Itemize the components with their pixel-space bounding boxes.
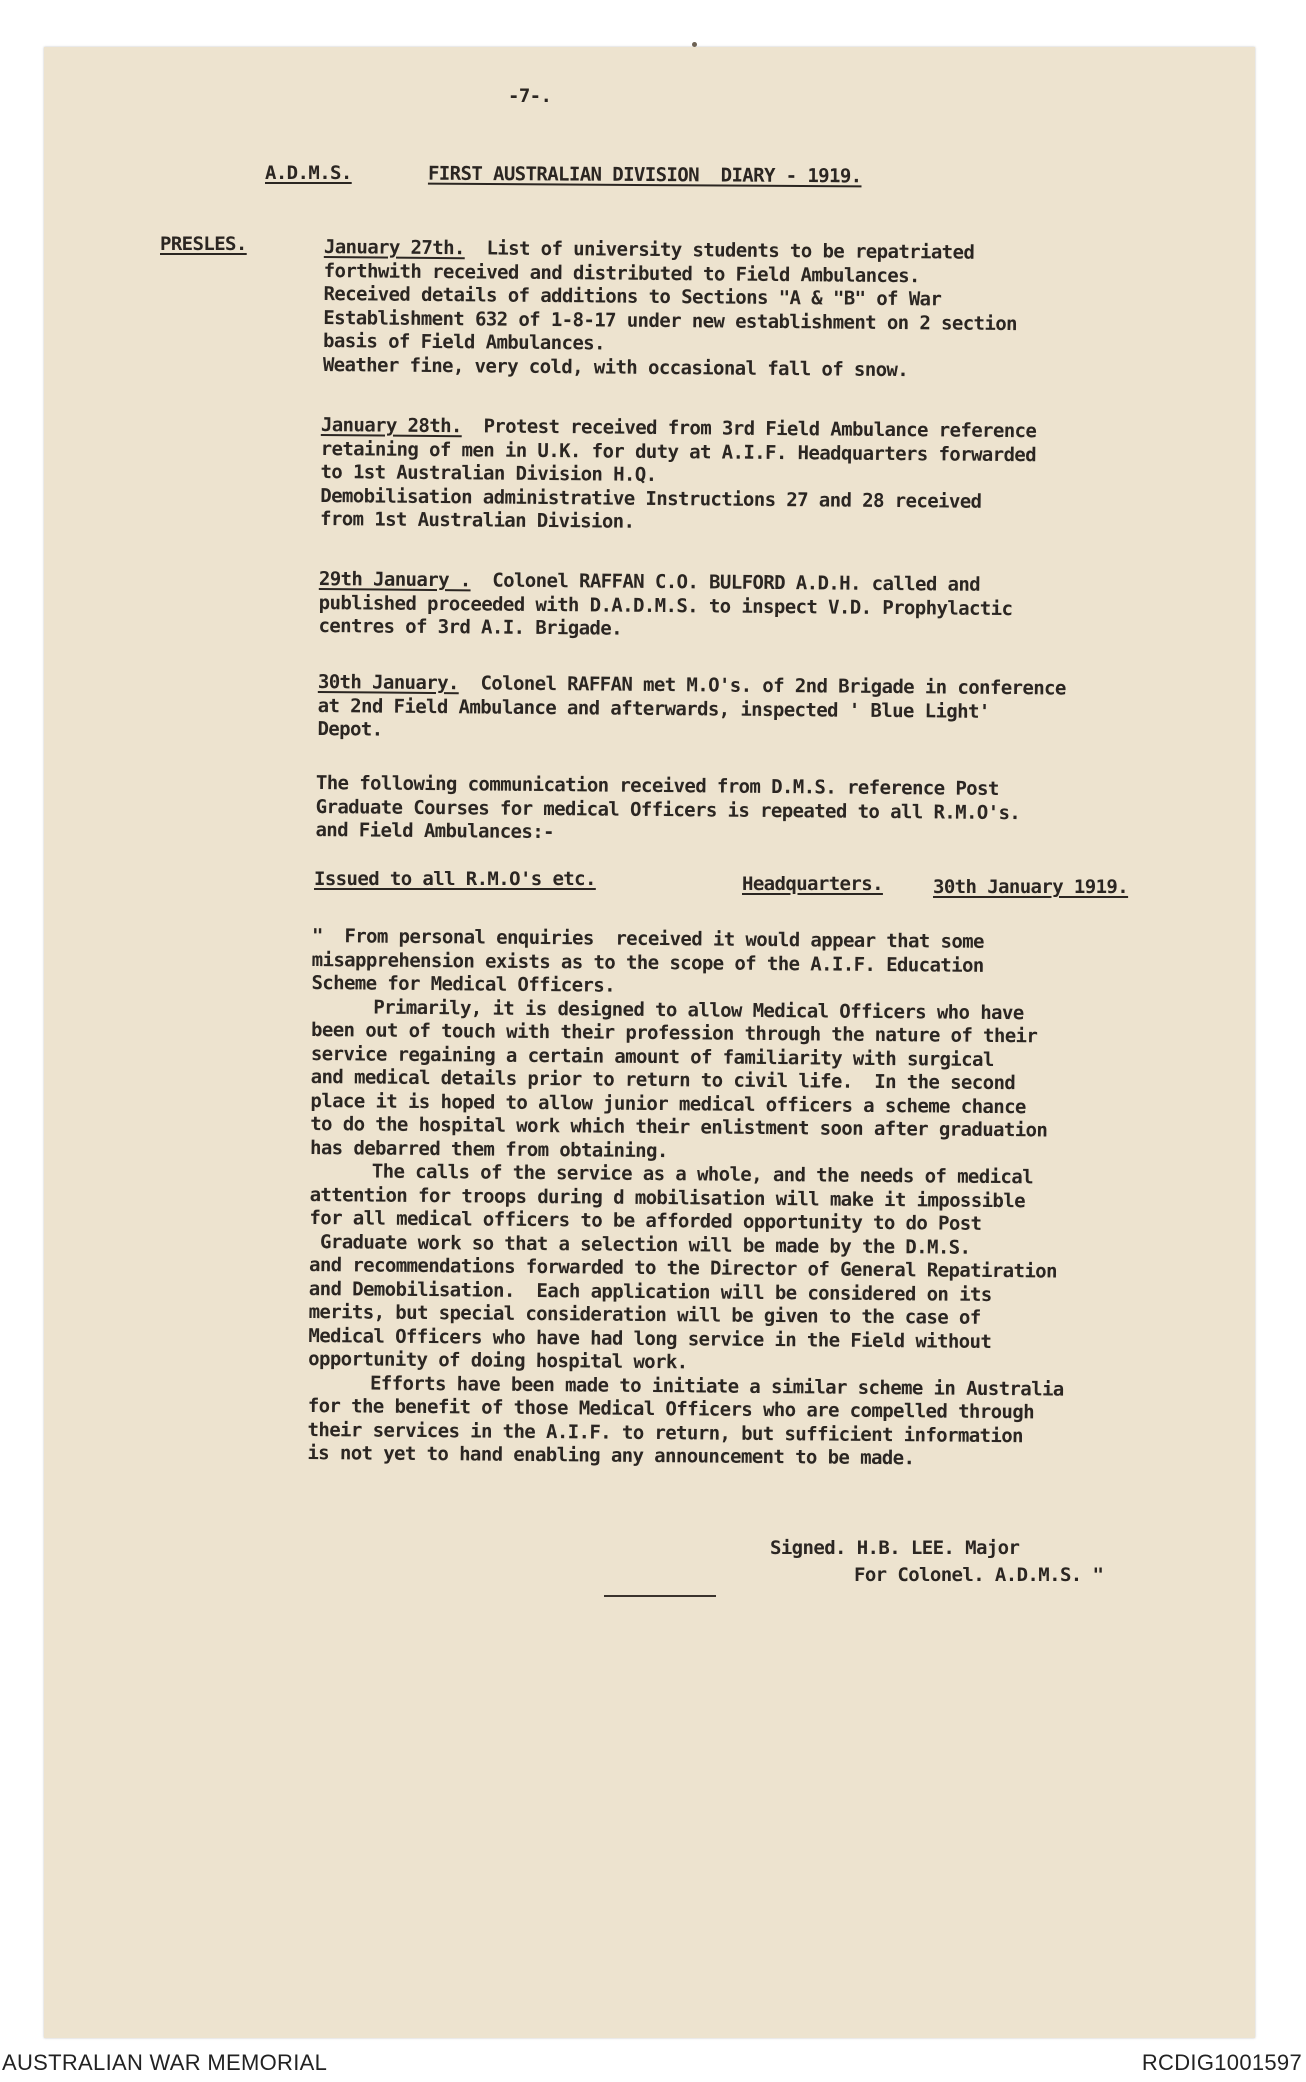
- entry-text: Protest received from 3rd Field Ambulance reference: [483, 415, 1037, 443]
- footer-record-id: RCDIG1001597: [1141, 2050, 1302, 2075]
- memo-line: attention for troops during d mobilisation will make it impossible: [309, 1183, 1026, 1212]
- diary-entry: [320, 414, 1036, 538]
- memo-line: opportunity of doing hospital work.: [308, 1347, 688, 1374]
- memo-line: is not yet to hand enabling any announcement to be made.: [307, 1441, 915, 1470]
- heading-title: FIRST AUSTRALIAN DIVISION DIARY - 1919.: [427, 162, 862, 188]
- diary-entry: [323, 236, 1018, 383]
- entry-line: at 2nd Field Ambulance and afterwards, inspected ' Blue Light': [317, 694, 990, 723]
- intro-line: Graduate Courses for medical Officers is repeated to all R.M.O's.: [315, 795, 1021, 824]
- memo-line: has debarred them from obtaining.: [309, 1136, 668, 1162]
- memo-line: Scheme for Medical Officers.: [311, 971, 616, 997]
- entry-line: Depot.: [317, 717, 383, 741]
- memo-line: and medical details prior to return to civil life. In the second: [310, 1065, 1016, 1095]
- memo-line: Medical Officers who have had long service in the Field without: [308, 1324, 992, 1353]
- entry-date: 30th January.: [317, 671, 459, 695]
- memo-line: for all medical officers to be afforded opportunity to do Post: [309, 1206, 982, 1235]
- entry-text: List of university students to be repatriated: [486, 237, 975, 264]
- entry-text: Colonel RAFFAN met M.O's. of 2nd Brigade in conference: [480, 672, 1066, 700]
- entry-line: forthwith received and distributed to Field Ambulances.: [323, 259, 920, 287]
- diary-entry: [317, 671, 1066, 748]
- entry-line: to 1st Australian Division H.Q.: [320, 460, 657, 486]
- entry-line: from 1st Australian Division.: [319, 507, 635, 533]
- memo-line: service regaining a certain amount of familiarity with surgical: [310, 1042, 994, 1071]
- memo-body: [307, 925, 1067, 1472]
- location-label: PRESLES.: [160, 233, 247, 255]
- footer-archive-name: AUSTRALIAN WAR MEMORIAL: [2, 2050, 328, 2075]
- entry-line: Establishment 632 of 1-8-17 under new establishment on 2 section: [323, 306, 1018, 335]
- entry-date: January 28th.: [320, 414, 462, 438]
- memo-line: " From personal enquiries received it would appear that some: [311, 925, 985, 953]
- entry-text: Colonel RAFFAN C.O. BULFORD A.D.H. called and: [492, 569, 981, 596]
- memo-place: Headquarters.: [742, 873, 883, 895]
- memo-line: merits, but special consideration will be given to the case of: [308, 1300, 981, 1329]
- diary-entry: [318, 568, 1012, 645]
- memo-line: place it is hoped to allow junior medical officers a scheme chance: [310, 1089, 1026, 1118]
- memo-line: Efforts have been made to initiate a similar scheme in Australia: [369, 1372, 1064, 1401]
- memo-line: to do the hospital work which their enlistment soon after graduation: [310, 1112, 1048, 1142]
- memo-line: and Demobilisation. Each application will be considered on its: [308, 1277, 992, 1306]
- signature-title: For Colonel. A.D.M.S. ": [854, 1564, 1104, 1586]
- memo-date: 30th January 1919.: [933, 876, 1129, 898]
- memo-line: Graduate work so that a selection will be made by the D.M.S.: [309, 1230, 971, 1259]
- entry-line: centres of 3rd A.I. Brigade.: [318, 614, 623, 640]
- memo-line: Primarily, it is designed to allow Medical Officers who have: [373, 996, 1024, 1024]
- page-number: -7-.: [508, 85, 552, 107]
- entry-line: Weather fine, very cold, with occasional fall of snow.: [322, 353, 909, 381]
- memo-issued: Issued to all R.M.O's etc.: [314, 868, 596, 890]
- signature-line: Signed. H.B. LEE. Major: [770, 1537, 1020, 1559]
- closing-rule: [604, 1595, 716, 1597]
- memo-line: and recommendations forwarded to the Director of General Repatiration: [308, 1253, 1057, 1283]
- entry-date: 29th January .: [318, 568, 471, 592]
- heading-unit: A.D.M.S.: [265, 162, 352, 184]
- memo-line: The calls of the service as a whole, and the needs of medical: [371, 1160, 1034, 1189]
- memo-line: been out of touch with their profession through the nature of their: [310, 1018, 1038, 1048]
- memo-line: their services in the A.I.F. to return, but sufficient information: [307, 1418, 1024, 1447]
- entry-date: January 27th.: [323, 236, 465, 260]
- communication-intro: [315, 772, 1020, 849]
- entry-line: Demobilisation administrative Instructions 27 and 28 received: [320, 484, 982, 513]
- memo-line: misapprehension exists as to the scope of the A.I.F. Education: [311, 948, 984, 977]
- memo-line: for the benefit of those Medical Officers who are compelled through: [307, 1394, 1035, 1424]
- page-mark: [692, 42, 697, 47]
- entry-line: retaining of men in U.K. for duty at A.I.F. Headquarters forwarded: [320, 437, 1037, 466]
- entry-line: published proceeded with D.A.D.M.S. to inspect V.D. Prophylactic: [318, 591, 1013, 620]
- intro-line: and Field Ambulances:-: [315, 818, 555, 844]
- entry-line: Received details of additions to Sections "A & "B" of War: [323, 282, 942, 311]
- intro-line: The following communication received from D.M.S. reference Post: [315, 772, 999, 800]
- entry-line: basis of Field Ambulances.: [322, 329, 605, 355]
